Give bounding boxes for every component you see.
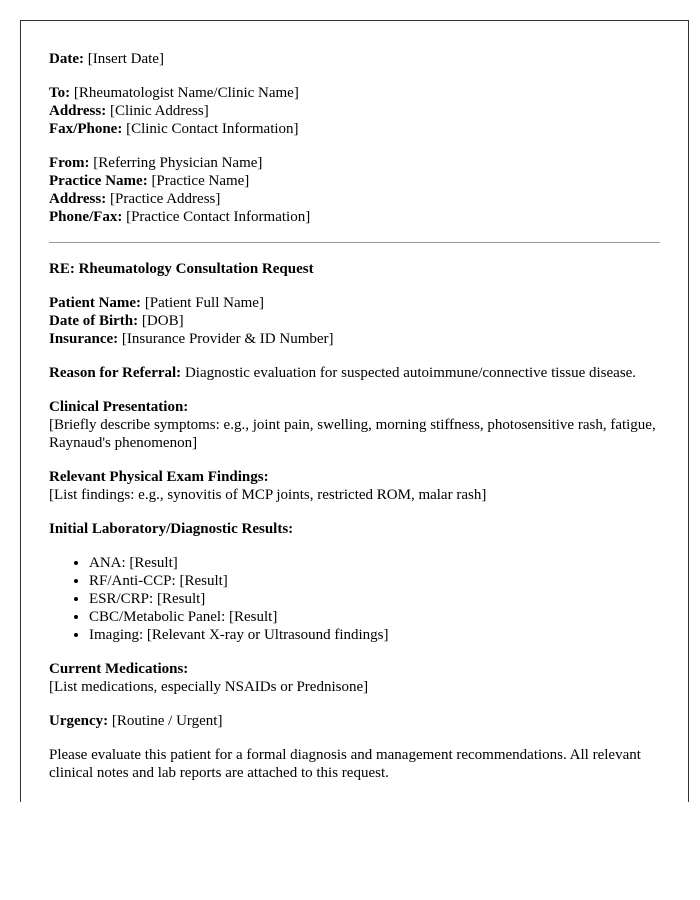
labs-list: [49, 554, 660, 644]
closing-paragraph: Please evaluate this patient for a formal diagnosis and management recommendations. All relevant clinical notes and lab reports are attached to this request.: [49, 747, 641, 781]
exam-section: Relevant Physical Exam Findings: [List findings: e.g., synovitis of MCP joints, restricted ROM, malar rash]: [49, 469, 487, 503]
sender-block: From: [Referring Physician Name] Practice Name: [Practice Name] Address: [Practice Address] Phone/Fax: [Practice Contact Information]: [49, 155, 311, 225]
urgency-line: Urgency: [Routine / Urgent]: [49, 713, 223, 729]
patient-block: Patient Name: [Patient Full Name] Date of Birth: [DOB] Insurance: [Insurance Provider & ID Number]: [49, 295, 334, 347]
medications-section: Current Medications: [List medications, especially NSAIDs or Prednisone]: [49, 661, 369, 695]
date-line: Date: [Insert Date]: [49, 51, 164, 67]
subject-line: RE: Rheumatology Consultation Request: [49, 261, 314, 277]
list-item: • Imaging: [Relevant X-ray or Ultrasound findings]: [89, 626, 660, 644]
divider: [49, 242, 660, 243]
list-item: • CBC/Metabolic Panel: [Result]: [89, 608, 660, 626]
list-item: • RF/Anti-CCP: [Result]: [89, 572, 660, 590]
referral-letter: [20, 20, 689, 802]
list-item: • ESR/CRP: [Result]: [89, 590, 660, 608]
list-item: • ANA: [Result]: [89, 554, 660, 572]
recipient-block: To: [Rheumatologist Name/Clinic Name] Address: [Clinic Address] Fax/Phone: [Clinic Contact Information]: [49, 85, 299, 137]
labs-heading: Initial Laboratory/Diagnostic Results:: [49, 521, 294, 537]
clinical-section: Clinical Presentation: [Briefly describe symptoms: e.g., joint pain, swelling, morning stiffness, photosensitive rash, fatigue, Raynaud's phenomenon]: [49, 399, 656, 451]
reason-section: Reason for Referral: Diagnostic evaluation for suspected autoimmune/connective tissue disease.: [49, 365, 637, 381]
